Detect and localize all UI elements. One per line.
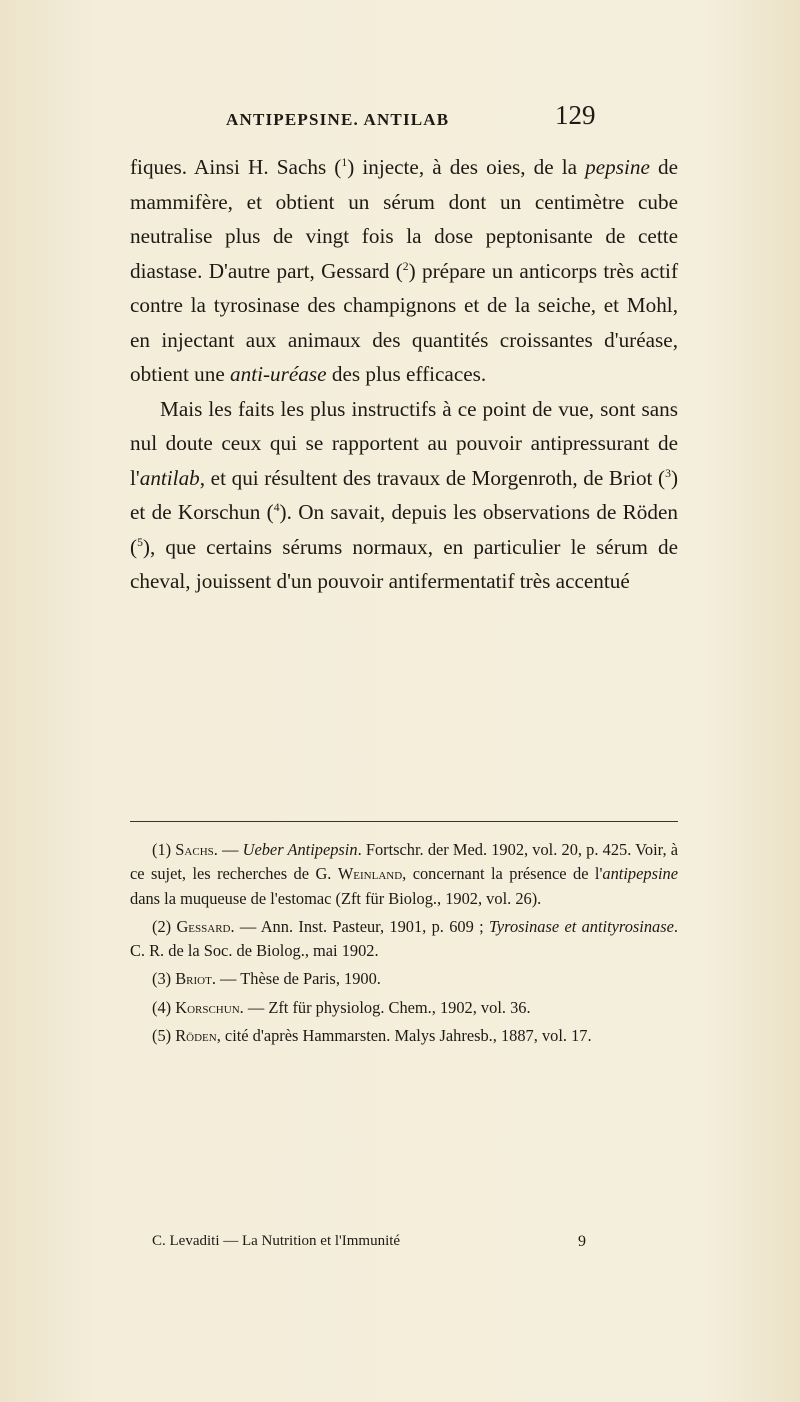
- text-run: ) et de Korschun (: [130, 465, 678, 524]
- text-run: ) injecte, à des oies, de la: [347, 155, 586, 179]
- footnote-5: [130, 1024, 678, 1048]
- paragraph-1: [130, 150, 678, 392]
- signature-mark: C. Levaditi — La Nutrition et l'Immunité: [152, 1233, 401, 1249]
- footnote-mark: (4): [152, 997, 172, 1017]
- paragraph-2: [130, 392, 678, 599]
- page-number: 129: [555, 100, 596, 130]
- footnote-ref: 5: [137, 535, 143, 549]
- text-run: Mais les faits les plus instructifs à ce point de vue, sont sans nul doute ceux qui se rapportent au pouvoir antipressurant de l': [130, 396, 678, 490]
- footnote-ref: 4: [273, 500, 280, 514]
- footnote-author: Weinland: [337, 864, 403, 884]
- text-run: . C. R. de la Soc. de Biolog., mai 1902.: [130, 916, 678, 961]
- footnote-2: [130, 915, 678, 964]
- text-run: . — Thèse de Paris, 1900.: [211, 969, 381, 989]
- footnote-title: Ueber Antipepsin: [242, 840, 358, 859]
- footnote-author: Gessard: [176, 916, 231, 936]
- footnote-ref: 3: [665, 466, 671, 480]
- running-head: ANTIPEPSINE. ANTILAB: [226, 110, 450, 129]
- footnote-1: [130, 838, 678, 911]
- main-text: [130, 150, 678, 599]
- text-run: , concernant la présence de l': [402, 864, 603, 884]
- footnote-mark: (1): [152, 840, 172, 859]
- text-run: de mammifère, et obtient un sérum dont un centimètre cube neutralise plus de vingt fois la dose peptonisante de cette diastase. D'autre part, Gessard (: [130, 155, 679, 283]
- footnote-title: Tyrosinase et antityrosinase: [489, 916, 674, 936]
- footnote-4: [130, 996, 678, 1020]
- text-run: , et qui résultent des travaux de Morgenroth, de Briot (: [199, 465, 666, 490]
- footnotes: [130, 838, 678, 1052]
- text-run: dans la muqueuse de l'estomac (Zft für Biolog., 1902, vol. 26).: [130, 888, 542, 908]
- footnote-divider: [130, 821, 678, 822]
- text-run: . — Ann. Inst. Pasteur, 1901, p. 609 ;: [230, 916, 489, 936]
- footnote-author: Röden: [175, 1026, 217, 1046]
- signature-number: 9: [578, 1233, 586, 1250]
- footnote-mark: (2): [152, 916, 172, 936]
- emphasis: pepsine: [585, 155, 650, 179]
- text-run: ), que certains sérums normaux, en particulier le sérum de cheval, jouissent d'un pouvoir antifermentatif très accentué: [130, 534, 678, 593]
- text-run: . — Zft für physiolog. Chem., 1902, vol. 36.: [239, 997, 531, 1017]
- text-run: ). On savait, depuis les observations de Röden (: [130, 500, 678, 559]
- footnote-ref: 2: [402, 259, 409, 273]
- text-run: des plus efficaces.: [326, 362, 487, 386]
- page-header: [0, 100, 800, 140]
- footnote-title: antipepsine: [602, 864, 678, 884]
- footnote-author: Korschun: [175, 997, 240, 1017]
- emphasis: anti-uréase: [230, 362, 327, 386]
- footnote-3: [130, 967, 678, 991]
- emphasis: antilab: [139, 465, 200, 490]
- footnote-mark: (5): [152, 1026, 172, 1046]
- text-run: , cité d'après Hammarsten. Malys Jahresb., 1887, vol. 17.: [216, 1026, 592, 1046]
- footnote-mark: (3): [152, 969, 172, 989]
- footnote-author: Briot: [175, 969, 212, 989]
- footnote-author: Sachs: [175, 840, 214, 859]
- text-run: ) prépare un anticorps très actif contre la tyrosinase des champignons et de la seiche, et Mohl, en injectant aux animaux des quantités croissantes d'uréase, obtient une: [130, 258, 678, 386]
- text-run: fiques. Ainsi H. Sachs (: [130, 155, 342, 179]
- text-run: . Fortschr. der Med. 1902, vol. 20, p. 425. Voir, à ce sujet, les recherches de G.: [130, 840, 679, 884]
- text-run: . —: [213, 840, 243, 859]
- footnote-ref: 1: [341, 155, 348, 169]
